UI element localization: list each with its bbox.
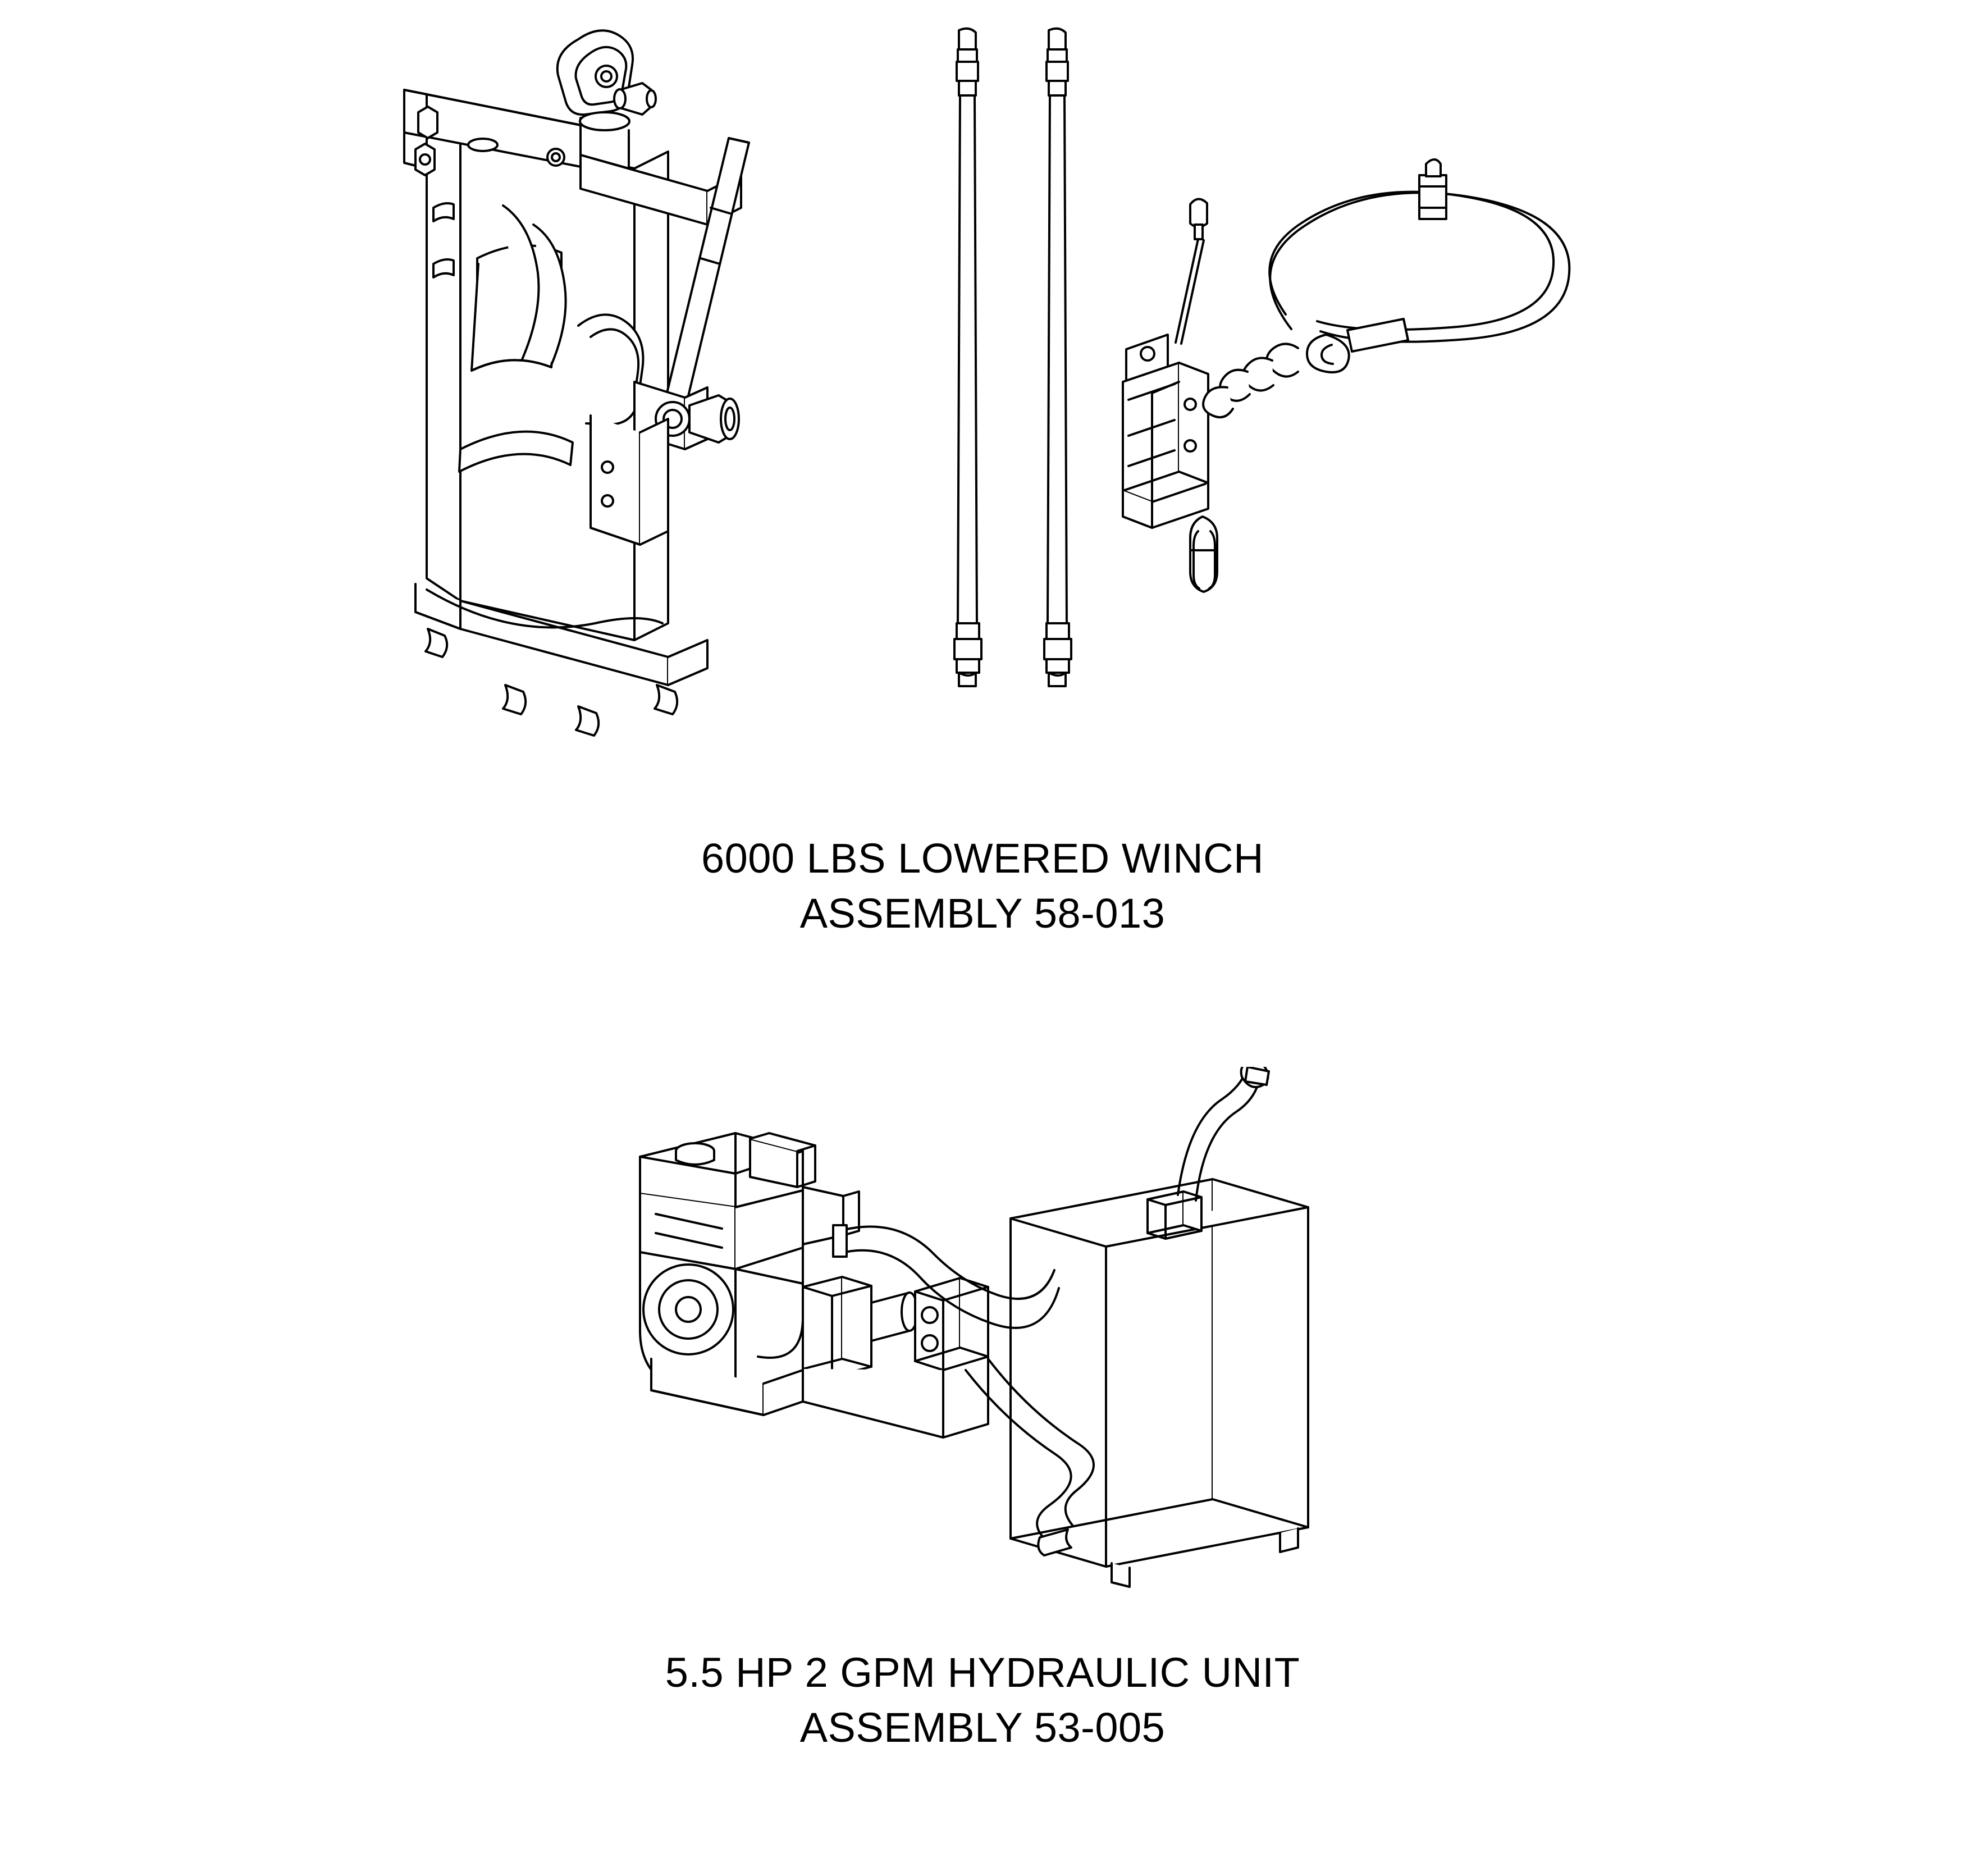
hydraulic-hose-1 [954, 29, 981, 686]
figure-hydraulic-unit [618, 1067, 1572, 1600]
caption-hydraulic-line1: 5.5 HP 2 GPM HYDRAULIC UNIT [665, 1649, 1300, 1696]
hydraulic-return-hose-top [1178, 1067, 1269, 1201]
wire-rope-hook-assembly [1203, 159, 1569, 417]
caption-winch-line1: 6000 LBS LOWERED WINCH [701, 835, 1264, 882]
hydraulic-reservoir-tank [1011, 1179, 1308, 1587]
caption-hydraulic-unit [0, 1645, 1965, 1755]
caption-hydraulic-line2: ASSEMBLY 53-005 [799, 1704, 1166, 1751]
caption-winch-assembly [0, 831, 1965, 941]
figure-winch-assembly [393, 22, 1628, 820]
caption-winch-line2: ASSEMBLY 58-013 [799, 889, 1166, 937]
hydraulic-pump [803, 1277, 988, 1437]
directional-control-valve [1123, 199, 1208, 528]
chain-link-detail [1190, 517, 1217, 592]
winch-lever-arm [665, 138, 749, 410]
hydraulic-hose-2 [1044, 29, 1071, 686]
